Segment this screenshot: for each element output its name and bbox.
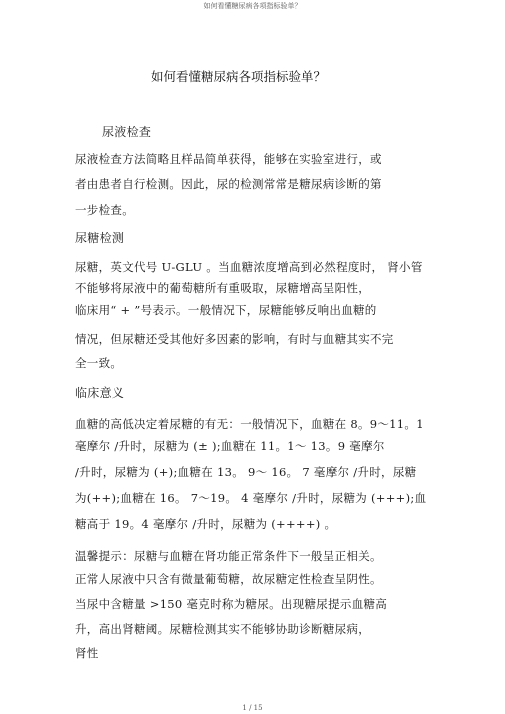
paragraph-line: 肾性 — [75, 646, 99, 660]
page-number: 1 / 15 — [242, 704, 263, 712]
paragraph-line: 尿液检查方法简略且样品简单获得，能够在实验室进行，或 — [75, 152, 382, 166]
page-header: 如何看懂糖尿病各项指标验单？ — [203, 2, 302, 10]
paragraph-line: 一步检查。 — [75, 203, 134, 217]
paragraph-line: 糖高于 19。4 毫摩尔 /升时，尿糖为 (++++) 。 — [75, 517, 337, 531]
paragraph-line: 毫摩尔 /升时，尿糖为 (± );血糖在 11。1～ 13。9 毫摩尔 — [75, 439, 385, 453]
paragraph-line: 者由患者自行检测。因此，尿的检测常常是糖尿病诊断的第 — [75, 177, 382, 191]
paragraph-line: 血糖的高低决定着尿糖的有无：一般情况下，血糖在 8。9～11。1 — [75, 417, 424, 431]
paragraph-line: 尿糖，英文代号 U-GLU 。当血糖浓度增高到必然程度时， 肾小管 — [75, 260, 423, 274]
paragraph-line: 临床用“ + ”号表示。一般情况下，尿糖能够反响出血糖的 — [75, 303, 377, 317]
paragraph-line: 正常人尿液中只含有微量葡萄糖，故尿糖定性检查呈阴性。 — [75, 572, 382, 586]
paragraph-line: /升时，尿糖为 (+);血糖在 13。 9～ 16。 7 毫摩尔 /升时，尿糖 — [75, 465, 417, 479]
section-heading-urine-test: 尿液检查 — [102, 125, 152, 139]
paragraph-line: 不能够将尿液中的葡萄糖所有重吸取，尿糖增高呈阳性， — [75, 281, 370, 295]
section-heading-urine-glucose: 尿糖检测 — [75, 231, 125, 245]
document-title: 如何看懂糖尿病各项指标验单？ — [151, 69, 327, 84]
paragraph-line: 升，高出肾糖阈。尿糖检测其实不能够协助诊断糖尿病， — [75, 622, 370, 636]
paragraph-line: 温馨提示：尿糖与血糖在肾功能正常条件下一般呈正相关。 — [75, 549, 382, 563]
paragraph-line: 情况，但尿糖还受其他好多因素的影响，有时与血糖其实不完 — [75, 332, 394, 346]
section-heading-clinical-significance: 临床意义 — [75, 386, 125, 400]
paragraph-line: 当尿中含糖量 >150 毫克时称为糖尿。出现糖尿提示血糖高 — [75, 597, 388, 611]
paragraph-line: 为(++);血糖在 16。 7～19。 4 毫摩尔 /升时，尿糖为 (+++);血 — [75, 491, 427, 505]
paragraph-line: 全一致。 — [75, 356, 123, 370]
